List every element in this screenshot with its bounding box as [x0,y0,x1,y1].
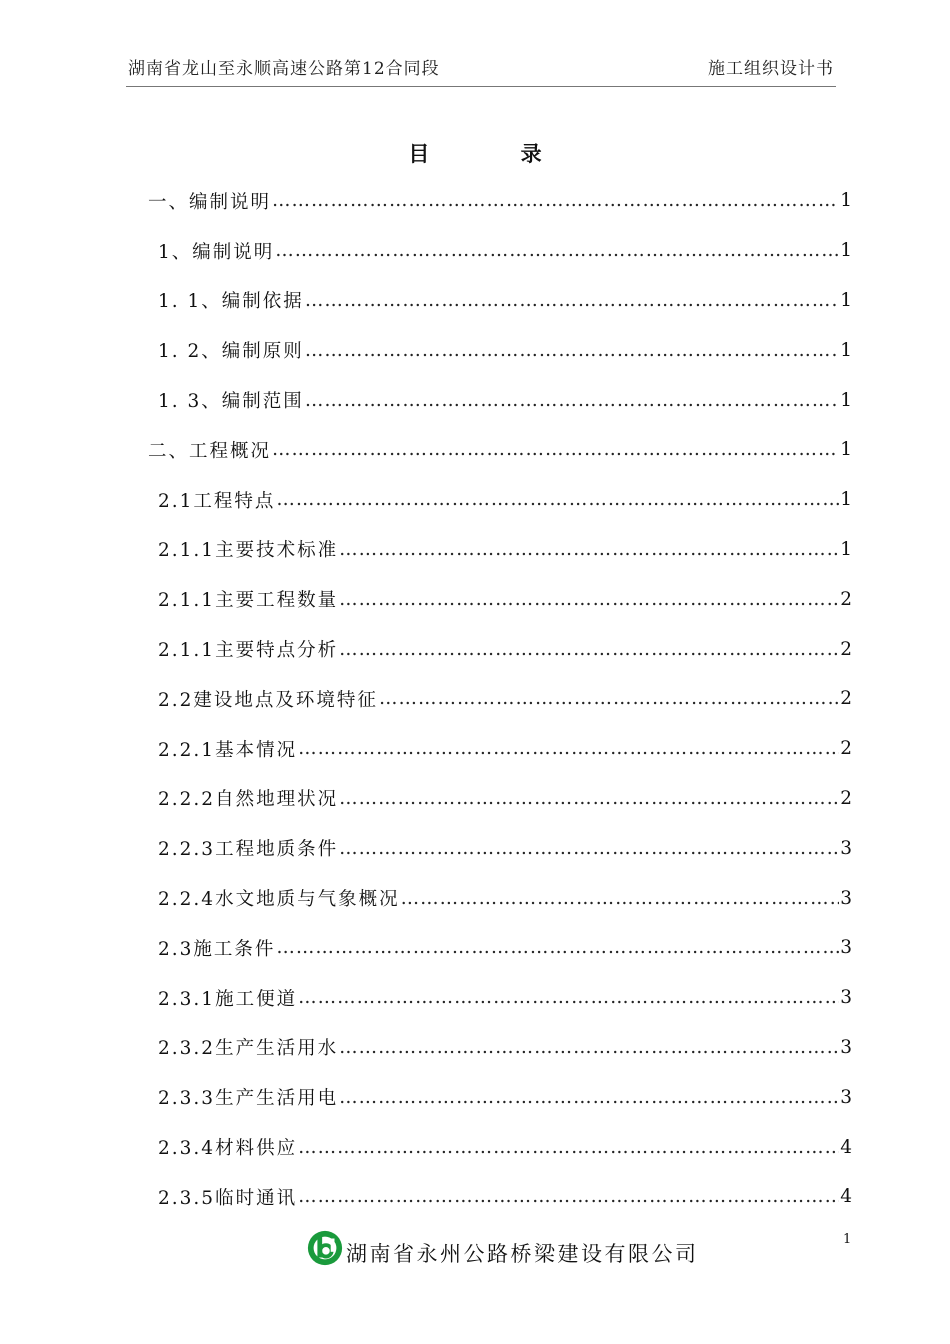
toc-entry[interactable] [148,475,852,525]
toc-entry[interactable] [148,873,852,923]
toc-entry-page: 1 [840,439,852,461]
toc-entry[interactable] [148,1023,852,1073]
toc-entry[interactable] [148,176,852,226]
toc-entry-page: 3 [840,887,852,909]
toc-entry-label: 1. 3、编制范围 [158,391,304,413]
toc-entry[interactable] [148,1172,852,1222]
toc-leader-dots [298,738,839,759]
toc-entry-page: 2 [840,638,852,660]
page-footer [306,1228,699,1268]
toc-entry-label: 2.1工程特点 [158,490,276,512]
toc-entry[interactable] [148,774,852,824]
toc-entry[interactable] [148,923,852,973]
toc-entry-page: 1 [840,389,852,411]
header-project-title: 湖南省龙山至永顺高速公路第12合同段 [128,59,440,79]
toc-entry-label: 一、编制说明 [148,191,272,213]
toc-leader-dots [339,639,839,660]
toc-entry-label: 2.2.1基本情况 [158,739,298,761]
page-number: 1 [843,1232,852,1247]
toc-entry-label: 2.2.3工程地质条件 [158,839,339,861]
toc-entry-page: 1 [840,489,852,511]
toc-entry-page: 1 [840,289,852,311]
toc-leader-dots [305,390,839,411]
toc-entry[interactable] [148,973,852,1023]
toc-entry[interactable] [148,1122,852,1172]
toc-entry-page: 3 [840,837,852,859]
toc-entry[interactable] [148,724,852,774]
toc-entry[interactable] [148,574,852,624]
toc-entry-label: 1. 2、编制原则 [158,341,304,363]
toc-leader-dots [339,1037,839,1058]
toc-entry-label: 1. 1、编制依据 [158,291,304,313]
toc-entry-page: 1 [840,538,852,560]
toc-entry-label: 2.3.3生产生活用电 [158,1088,339,1110]
toc-entry[interactable] [148,823,852,873]
toc-entry-label: 2.3.2生产生活用水 [158,1038,339,1060]
toc-entry-label: 2.3.5临时通讯 [158,1187,298,1209]
toc-leader-dots [305,290,839,311]
toc-entry-label: 2.3.4材料供应 [158,1138,298,1160]
toc-leader-dots [276,489,839,510]
toc-leader-dots [401,888,840,909]
toc-leader-dots [339,1087,839,1108]
toc-entry-page: 2 [840,787,852,809]
toc-leader-dots [379,688,839,709]
toc-leader-dots [276,937,839,958]
toc-entry[interactable] [148,276,852,326]
toc-entry-label: 2.1.1主要技术标准 [158,540,339,562]
toc-entry-page: 3 [840,1036,852,1058]
toc-entry[interactable] [148,375,852,425]
toc-entry-page: 3 [840,1086,852,1108]
header-divider [126,86,836,87]
toc-entry[interactable] [148,624,852,674]
toc-entry-page: 4 [840,1186,852,1208]
toc-entry-label: 2.2建设地点及环境特征 [158,689,378,711]
toc-entry[interactable] [148,674,852,724]
header-document-type: 施工组织设计书 [708,59,834,79]
toc-entry-page: 4 [840,1136,852,1158]
page-header [128,54,834,79]
toc-leader-dots [272,439,839,460]
toc-entry-page: 3 [840,987,852,1009]
toc-entry-page: 1 [840,339,852,361]
toc-entry-page: 2 [840,738,852,760]
table-of-contents [148,176,852,1222]
toc-entry-page: 1 [840,190,852,212]
toc-entry[interactable] [148,525,852,575]
toc-leader-dots [339,788,839,809]
toc-entry-label: 二、工程概况 [148,440,272,462]
toc-entry-label: 2.3.1施工便道 [158,988,298,1010]
company-name: 湖南省永州公路桥梁建设有限公司 [346,1242,699,1266]
toc-entry[interactable] [148,1072,852,1122]
toc-leader-dots [339,838,839,859]
toc-leader-dots [298,1137,839,1158]
toc-entry-page: 2 [840,588,852,610]
toc-entry[interactable] [148,226,852,276]
company-logo-icon [306,1229,344,1267]
toc-leader-dots [305,340,839,361]
toc-entry[interactable] [148,425,852,475]
toc-leader-dots [339,539,839,560]
toc-leader-dots [275,240,839,261]
toc-leader-dots [339,589,839,610]
toc-leader-dots [298,987,839,1008]
toc-entry-label: 2.2.2自然地理状况 [158,789,339,811]
toc-entry[interactable] [148,325,852,375]
toc-entry-label: 2.2.4水文地质与气象概况 [158,889,400,911]
toc-entry-label: 2.1.1主要工程数量 [158,590,339,612]
toc-leader-dots [298,1186,839,1207]
toc-entry-page: 3 [840,937,852,959]
toc-title: 目 录 [408,142,584,166]
toc-entry-page: 2 [840,688,852,710]
toc-leader-dots [272,190,839,211]
toc-entry-label: 2.1.1主要特点分析 [158,640,339,662]
toc-entry-label: 1、编制说明 [158,241,275,263]
toc-entry-page: 1 [840,240,852,262]
toc-entry-label: 2.3施工条件 [158,938,276,960]
